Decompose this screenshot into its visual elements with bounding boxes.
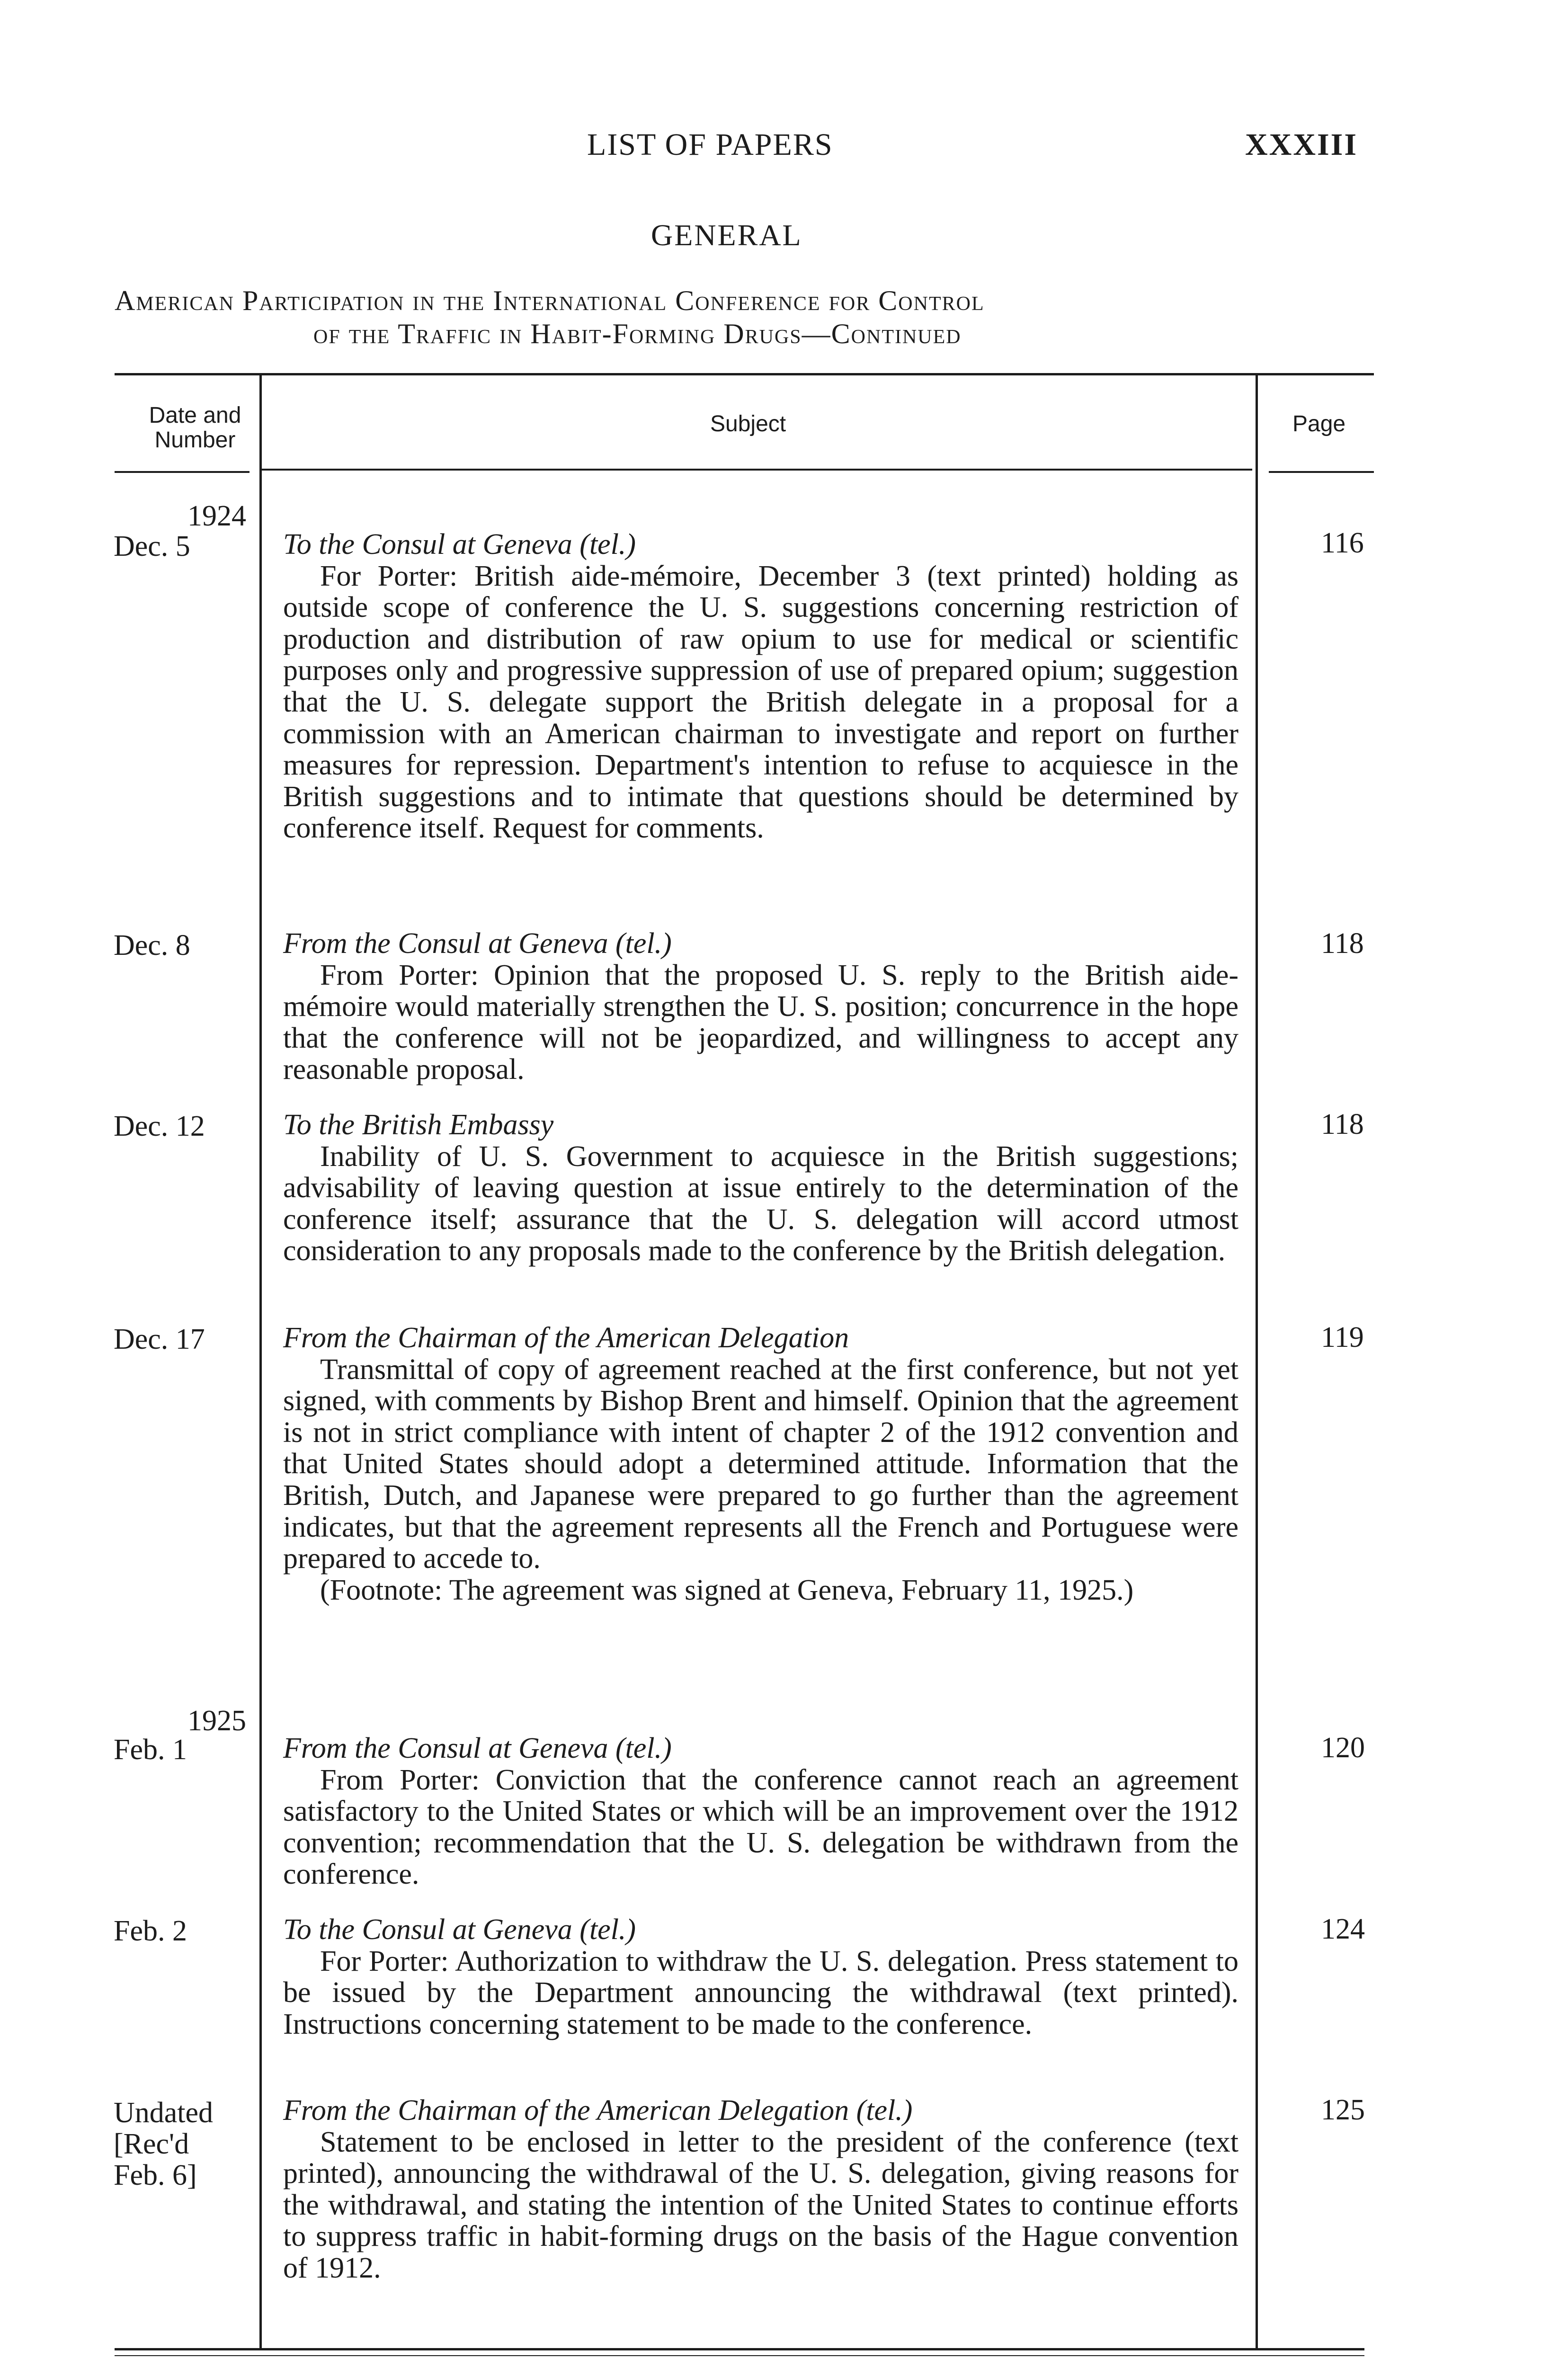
document-title-line-2: of the Traffic in Habit-Forming Drugs—Continued xyxy=(313,318,962,349)
entry-summary: For Porter: British aide-mémoire, December 3 (text printed) holding as outside scope of conference the U. S. suggestions concerning restriction of production and distribution of raw opium to use for medical or scientific purposes only and progressive suppression of use of prepared opium; suggestion that the U. S. delegate support the British delegate in a proposal for a commission with an American chairman to investigate and report on further measures for repression. Department's intention to refuse to acquiesce in the British suggestions and to intimate that questions should be determined by conference itself. Request for comments. xyxy=(283,560,1238,845)
column-header-page: Page xyxy=(1292,411,1346,436)
entry-date: Dec. 12 xyxy=(114,1110,205,1142)
date-header-underline xyxy=(115,471,249,473)
entry-summary: Inability of U. S. Government to acquiesce in the British suggestions; advisability of leaving question at issue entirely to the determination of the conference itself; assurance that the U. S. delegation will accord utmost consideration to any proposals made to the conference by the British delegation. xyxy=(283,1140,1238,1267)
entry-addressee: From the Chairman of the American Delegation xyxy=(283,1322,849,1354)
entry-page: 125 xyxy=(1321,2094,1365,2126)
document-title xyxy=(115,284,1374,350)
entry-footnote: (Footnote: The agreement was signed at Geneva, February 11, 1925.) xyxy=(320,1574,1134,1606)
year-label: 1924 xyxy=(187,500,246,532)
table-row xyxy=(283,1322,1238,1606)
entry-summary: Transmittal of copy of agreement reached at the first conference, but not yet signed, with comments by Bishop Brent and himself. Opinion that the agreement is not in strict compliance with intent of chapter 2 of the 1912 convention and that United States should adopt a determined attitude. Information that the British, Dutch, and Japanese were prepared to go further than the agreement indicates, but that the agreement represents all the French and Portuguese were prepared to accede to. xyxy=(283,1353,1238,1575)
entry-addressee: From the Consul at Geneva (tel.) xyxy=(283,1732,672,1764)
entry-summary: From Porter: Conviction that the conference cannot reach an agreement satisfactory to the United States or which will be an improvement over the 1912 convention; recommendation that the U. S. delegation be withdrawn from the conference. xyxy=(283,1763,1238,1891)
entry-date: Undated [Rec'd Feb. 6] xyxy=(114,2097,214,2191)
entry-page: 118 xyxy=(1321,1108,1364,1140)
subject-header-underline xyxy=(260,469,1252,471)
entry-addressee: To the Consul at Geneva (tel.) xyxy=(283,1913,636,1946)
table-bottom-rule xyxy=(115,2348,1364,2350)
table-row xyxy=(283,1914,1238,2040)
page-column-rule xyxy=(1256,374,1258,2350)
entry-page: 124 xyxy=(1321,1913,1365,1945)
year-label: 1925 xyxy=(187,1705,246,1737)
entry-summary: For Porter: Authorization to withdraw the U. S. delegation. Press statement to be issued by the Department announcing the withdrawal (text printed). Instructions concerning statement to be made to the conference. xyxy=(283,1945,1238,2040)
date-column-rule xyxy=(259,374,262,2348)
entry-page: 118 xyxy=(1321,927,1364,960)
column-header-subject: Subject xyxy=(710,411,786,436)
table-row xyxy=(283,1733,1238,1890)
entry-addressee: To the British Embassy xyxy=(283,1109,554,1141)
document-title-line-1: American Participation in the International Conference for Control xyxy=(115,285,985,316)
table-row xyxy=(283,2095,1238,2284)
section-title: GENERAL xyxy=(651,218,802,252)
entry-addressee: From the Chairman of the American Delegation (tel.) xyxy=(283,2094,913,2127)
entry-addressee: To the Consul at Geneva (tel.) xyxy=(283,528,636,561)
entry-addressee: From the Consul at Geneva (tel.) xyxy=(283,927,672,960)
table-row xyxy=(283,928,1238,1086)
running-title: LIST OF PAPERS xyxy=(587,127,833,162)
page-header-underline xyxy=(1269,471,1374,473)
entry-date: Dec. 8 xyxy=(114,929,190,961)
page-numeral: XXXIII xyxy=(1245,127,1358,162)
entry-date: Feb. 1 xyxy=(114,1734,187,1766)
table-row xyxy=(283,1109,1238,1267)
entry-date: Dec. 5 xyxy=(114,530,190,562)
column-header-date: Date and Number xyxy=(149,403,241,453)
entry-summary: Statement to be enclosed in letter to the president of the conference (text printed), announcing the withdrawal of the U. S. delegation, giving reasons for the withdrawal, and stating the intention of the United States to continue efforts to suppress traffic in habit-forming drugs on the basis of the Hague convention of 1912. xyxy=(283,2126,1238,2284)
table-top-rule xyxy=(115,373,1374,375)
table-bottom-rule-thin xyxy=(115,2355,1364,2356)
entry-page: 120 xyxy=(1321,1732,1365,1764)
entry-summary: From Porter: Opinion that the proposed U. S. reply to the British aide-mémoire would materially strengthen the U. S. position; concurrence in the hope that the conference will not be jeopardized, and willingness to accept any reasonable proposal. xyxy=(283,959,1238,1086)
entry-date: Feb. 2 xyxy=(114,1915,187,1947)
table-row xyxy=(283,529,1238,844)
entry-page: 116 xyxy=(1321,527,1364,559)
entry-date: Dec. 17 xyxy=(114,1323,205,1355)
entry-page: 119 xyxy=(1321,1321,1364,1353)
